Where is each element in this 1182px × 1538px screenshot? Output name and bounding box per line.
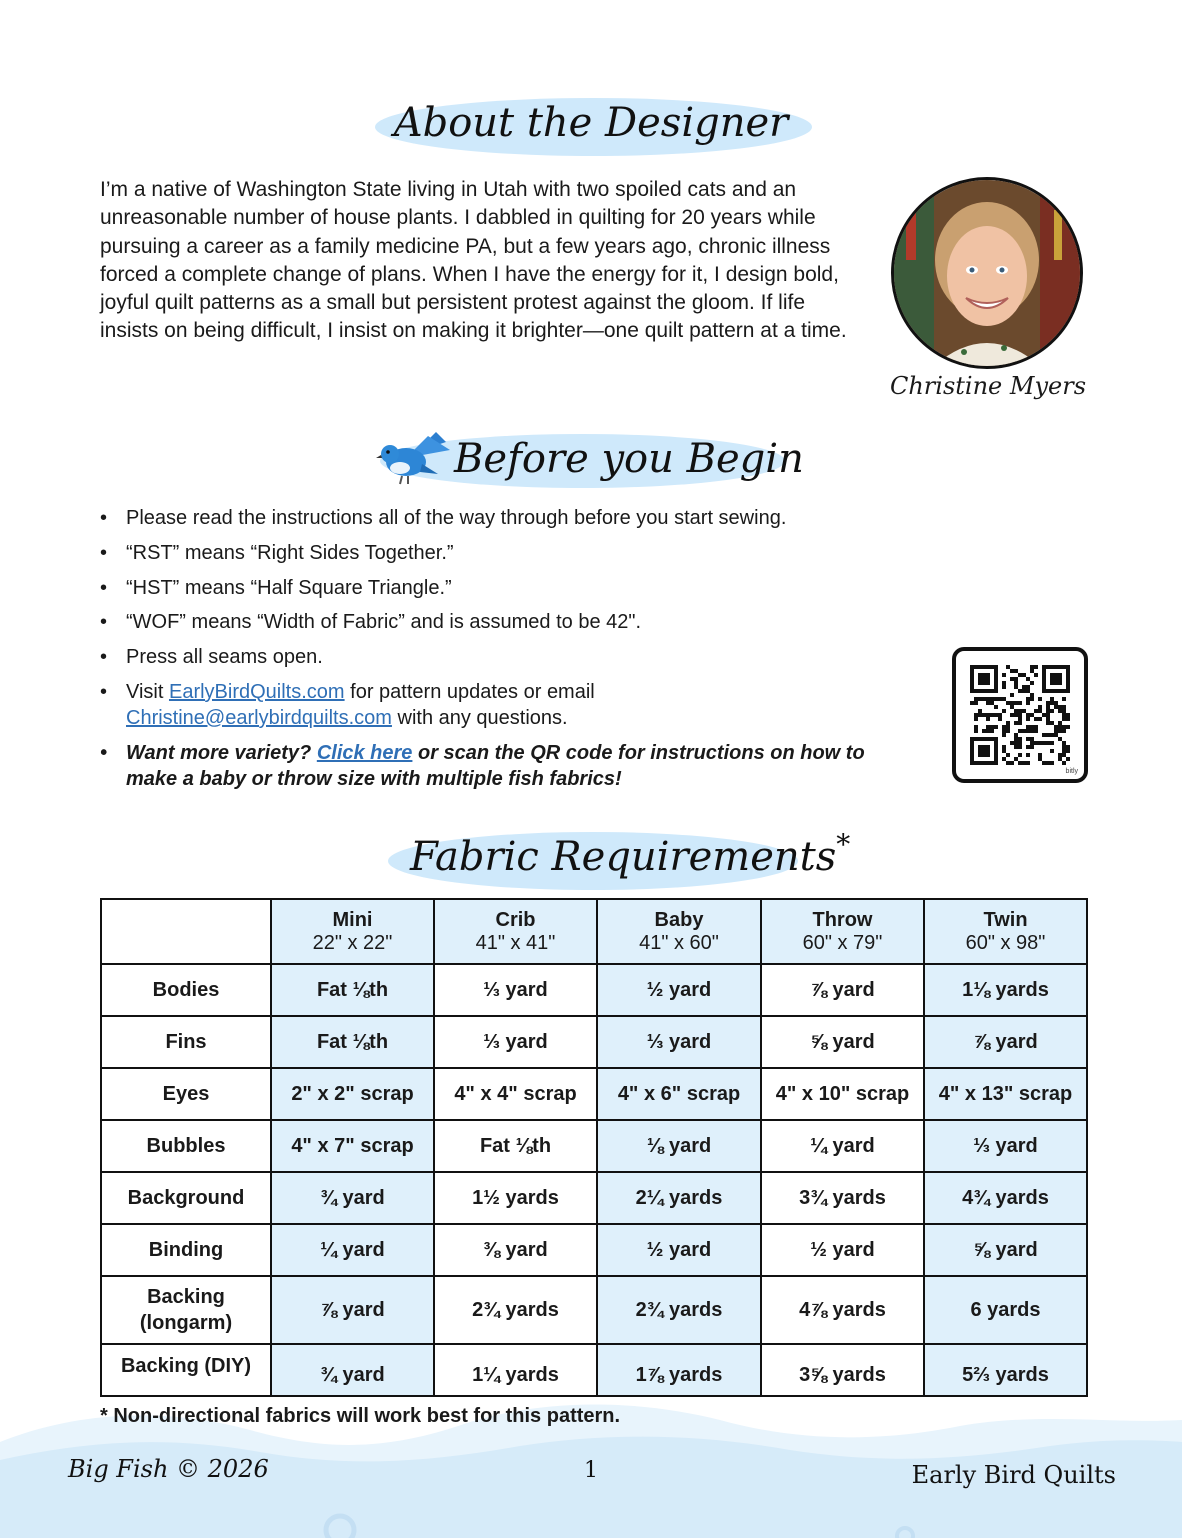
qr-module bbox=[1058, 709, 1062, 713]
qr-module bbox=[978, 709, 982, 713]
qr-module bbox=[1034, 673, 1038, 677]
qr-module bbox=[1062, 761, 1066, 765]
table-cell: ¼ yard bbox=[271, 1224, 434, 1276]
qr-module bbox=[1026, 753, 1030, 757]
qr-module bbox=[1006, 729, 1010, 733]
qr-module bbox=[1046, 701, 1050, 705]
qr-module bbox=[1030, 697, 1034, 701]
qr-module bbox=[1062, 749, 1066, 753]
list-item: • “WOF” means “Width of Fabric” and is assumed to be 42". bbox=[100, 609, 920, 635]
qr-module bbox=[1038, 697, 1042, 701]
qr-module bbox=[1038, 741, 1042, 745]
table-cell: 2" x 2" scrap bbox=[271, 1068, 434, 1120]
qr-module bbox=[1006, 753, 1010, 757]
qr-module bbox=[1054, 705, 1058, 709]
qr-module bbox=[1066, 713, 1070, 717]
qr-module bbox=[1038, 753, 1042, 757]
qr-module bbox=[1018, 713, 1022, 717]
qr-module bbox=[1018, 753, 1022, 757]
qr-module bbox=[986, 729, 990, 733]
list-item: • Visit EarlyBirdQuilts.com for pattern updates or email Christine@earlybirdquilts.com with any questions. bbox=[100, 679, 686, 731]
qr-module bbox=[994, 713, 998, 717]
row-label: Background bbox=[101, 1172, 271, 1224]
table-cell: ⅞ yard bbox=[924, 1016, 1087, 1068]
row-label: Fins bbox=[101, 1016, 271, 1068]
list-item: • “RST” means “Right Sides Together.” bbox=[100, 540, 920, 566]
qr-module bbox=[1058, 757, 1062, 761]
row-label: Eyes bbox=[101, 1068, 271, 1120]
size-header-mini bbox=[271, 899, 434, 964]
qr-module bbox=[1030, 713, 1034, 717]
qr-module bbox=[970, 701, 974, 705]
table-row bbox=[101, 1172, 1087, 1224]
size-dims: 22" x 22" bbox=[312, 931, 393, 954]
qr-module bbox=[1058, 753, 1062, 757]
qr-module bbox=[1026, 717, 1030, 721]
size-name: Baby bbox=[654, 908, 704, 931]
qr-module bbox=[1018, 689, 1022, 693]
qr-module bbox=[1014, 737, 1018, 741]
qr-module bbox=[1034, 729, 1038, 733]
qr-module bbox=[1014, 757, 1018, 761]
table-cell: ½ yard bbox=[597, 1224, 761, 1276]
qr-module bbox=[1006, 701, 1010, 705]
qr-module bbox=[1066, 725, 1070, 729]
list-item: • Please read the instructions all of the way through before you start sewing. bbox=[100, 505, 920, 531]
qr-module bbox=[1042, 761, 1046, 765]
size-name: Throw bbox=[812, 908, 873, 931]
qr-module bbox=[1030, 725, 1034, 729]
qr-label: bitly bbox=[1065, 768, 1078, 775]
size-dims: 41" x 41" bbox=[475, 931, 556, 954]
table-cell: 4" x 4" scrap bbox=[434, 1068, 597, 1120]
qr-module bbox=[1014, 713, 1018, 717]
designer-signature: Christine Myers bbox=[889, 372, 1087, 400]
about-heading: About the Designer bbox=[393, 100, 789, 146]
list-item: • Want more variety? Click here or scan the QR code for instructions on how to make a baby or throw size with multiple fish fabrics! bbox=[100, 740, 906, 792]
row-label: Bodies bbox=[101, 964, 271, 1016]
qr-module bbox=[1050, 701, 1054, 705]
qr-module bbox=[978, 713, 982, 717]
designer-photo bbox=[891, 177, 1083, 369]
size-name: Mini bbox=[332, 908, 373, 931]
qr-module bbox=[1038, 757, 1042, 761]
qr-module bbox=[1022, 673, 1026, 677]
table-row bbox=[101, 1224, 1087, 1276]
size-dims: 41" x 60" bbox=[639, 931, 719, 954]
table-cell: Fat ⅛th bbox=[271, 964, 434, 1016]
qr-module bbox=[1034, 717, 1038, 721]
qr-module bbox=[1058, 721, 1062, 725]
qr-module bbox=[1018, 729, 1022, 733]
page-number: 1 bbox=[584, 1458, 598, 1483]
qr-module bbox=[974, 697, 978, 701]
qr-module bbox=[1058, 725, 1062, 729]
qr-module bbox=[994, 705, 998, 709]
footer-title: Big Fish © 2026 bbox=[68, 1455, 269, 1483]
qr-module bbox=[1026, 725, 1030, 729]
qr-module bbox=[1026, 745, 1030, 749]
qr-module bbox=[1066, 757, 1070, 761]
qr-module bbox=[1002, 681, 1006, 685]
qr-module bbox=[990, 713, 994, 717]
table-cell: ⅜ yard bbox=[434, 1224, 597, 1276]
qr-module bbox=[986, 701, 990, 705]
qr-module bbox=[1014, 741, 1018, 745]
qr-module bbox=[1026, 677, 1030, 681]
qr-module bbox=[1034, 741, 1038, 745]
qr-module bbox=[990, 697, 994, 701]
qr-module bbox=[1018, 745, 1022, 749]
qr-module bbox=[1030, 745, 1034, 749]
table-cell: 6 yards bbox=[924, 1276, 1087, 1344]
qr-module bbox=[1030, 665, 1034, 669]
qr-module bbox=[1050, 721, 1054, 725]
qr-module bbox=[1050, 749, 1054, 753]
qr-module bbox=[1026, 689, 1030, 693]
table-row bbox=[101, 1120, 1087, 1172]
row-label: Backing (longarm) bbox=[101, 1276, 271, 1344]
qr-module bbox=[990, 701, 994, 705]
qr-module bbox=[1062, 753, 1066, 757]
table-cell: 2¾ yards bbox=[434, 1276, 597, 1344]
email-link[interactable]: Christine@earlybirdquilts.com bbox=[126, 706, 392, 729]
qr-module bbox=[1058, 737, 1062, 741]
qr-module bbox=[1062, 717, 1066, 721]
table-cell: 3⅝ yards bbox=[761, 1344, 924, 1396]
qr-module bbox=[1046, 717, 1050, 721]
table-cell: 4⅞ yards bbox=[761, 1276, 924, 1344]
qr-module bbox=[1054, 725, 1058, 729]
qr-module bbox=[986, 717, 990, 721]
qr-module bbox=[1006, 725, 1010, 729]
qr-module bbox=[978, 673, 990, 685]
table-cell: ¼ yard bbox=[761, 1120, 924, 1172]
qr-module bbox=[1014, 721, 1018, 725]
qr-module bbox=[998, 713, 1002, 717]
qr-module bbox=[1026, 761, 1030, 765]
qr-module bbox=[1038, 717, 1042, 721]
table-cell: 1½ yards bbox=[434, 1172, 597, 1224]
qr-module bbox=[1014, 677, 1018, 681]
table-row bbox=[101, 1344, 1087, 1396]
qr-module bbox=[1014, 685, 1018, 689]
qr-module bbox=[1026, 685, 1030, 689]
qr-module bbox=[1006, 761, 1010, 765]
qr-module bbox=[1014, 681, 1018, 685]
qr-module bbox=[1002, 749, 1006, 753]
qr-module bbox=[990, 729, 994, 733]
qr-module bbox=[1046, 713, 1050, 717]
qr-module bbox=[1046, 761, 1050, 765]
table-row bbox=[101, 1016, 1087, 1068]
qr-module bbox=[1062, 741, 1066, 745]
table-corner-cell bbox=[101, 899, 271, 964]
row-label: Binding bbox=[101, 1224, 271, 1276]
qr-module bbox=[1062, 709, 1066, 713]
row-label: Bubbles bbox=[101, 1120, 271, 1172]
qr-module bbox=[1010, 677, 1014, 681]
asterisk: * bbox=[836, 828, 851, 861]
qr-module bbox=[1062, 705, 1066, 709]
qr-module bbox=[1054, 701, 1058, 705]
qr-module bbox=[1018, 673, 1022, 677]
qr-module bbox=[1030, 681, 1034, 685]
fabric-note: * Non-directional fabrics will work best for this pattern. bbox=[100, 1405, 621, 1427]
size-name: Twin bbox=[983, 908, 1028, 931]
qr-module bbox=[1042, 713, 1046, 717]
qr-module bbox=[998, 697, 1002, 701]
qr-module bbox=[994, 725, 998, 729]
qr-module bbox=[1026, 701, 1030, 705]
table-cell: 4" x 6" scrap bbox=[597, 1068, 761, 1120]
qr-module bbox=[1066, 745, 1070, 749]
qr-module bbox=[990, 725, 994, 729]
qr-module bbox=[1002, 745, 1006, 749]
qr-module bbox=[1014, 669, 1018, 673]
table-cell: ⅓ yard bbox=[434, 1016, 597, 1068]
qr-module bbox=[1010, 669, 1014, 673]
qr-module bbox=[982, 729, 986, 733]
qr-module bbox=[1002, 709, 1006, 713]
qr-module bbox=[1046, 733, 1050, 737]
qr-module bbox=[1066, 749, 1070, 753]
qr-module bbox=[1030, 693, 1034, 697]
qr-module bbox=[1066, 717, 1070, 721]
table-header-row bbox=[101, 899, 1087, 964]
table-row bbox=[101, 1276, 1087, 1344]
table-cell: 2¾ yards bbox=[597, 1276, 761, 1344]
qr-module bbox=[974, 701, 978, 705]
qr-module bbox=[1022, 729, 1026, 733]
qr-module bbox=[1022, 761, 1026, 765]
qr-module bbox=[1014, 745, 1018, 749]
qr-module bbox=[1062, 745, 1066, 749]
qr-module bbox=[1010, 701, 1014, 705]
qr-module bbox=[1002, 725, 1006, 729]
table-cell: ⅓ yard bbox=[434, 964, 597, 1016]
qr-module bbox=[1034, 725, 1038, 729]
qr-module bbox=[1018, 701, 1022, 705]
qr-module bbox=[1002, 685, 1006, 689]
qr-module bbox=[1002, 757, 1006, 761]
table-cell: ⅞ yard bbox=[761, 964, 924, 1016]
qr-module bbox=[1006, 721, 1010, 725]
before-heading: Before you Begin bbox=[454, 436, 804, 482]
footer-brand: Early Bird Quilts bbox=[911, 1461, 1116, 1489]
qr-module bbox=[1050, 733, 1054, 737]
table-row bbox=[101, 1068, 1087, 1120]
qr-module bbox=[1022, 709, 1026, 713]
qr-module bbox=[1010, 705, 1014, 709]
qr-module bbox=[1002, 673, 1006, 677]
qr-module bbox=[1058, 705, 1062, 709]
qr-code[interactable] bbox=[952, 647, 1088, 783]
qr-module bbox=[1026, 729, 1030, 733]
qr-module bbox=[974, 717, 978, 721]
qr-module bbox=[1046, 705, 1050, 709]
qr-module bbox=[1062, 729, 1066, 733]
table-cell: 4" x 13" scrap bbox=[924, 1068, 1087, 1120]
qr-module bbox=[1002, 733, 1006, 737]
table-cell: ⅓ yard bbox=[924, 1120, 1087, 1172]
qr-module bbox=[1022, 685, 1026, 689]
table-cell: 1⅞ yards bbox=[597, 1344, 761, 1396]
size-name: Crib bbox=[495, 908, 536, 931]
size-dims: 60" x 79" bbox=[802, 931, 883, 954]
size-dims: 60" x 98" bbox=[965, 931, 1046, 954]
qr-module bbox=[1050, 673, 1062, 685]
qr-module bbox=[982, 713, 986, 717]
qr-module bbox=[1026, 713, 1030, 717]
table-row bbox=[101, 964, 1087, 1016]
qr-module bbox=[1014, 733, 1018, 737]
size-header-crib bbox=[434, 899, 597, 964]
qr-module bbox=[998, 717, 1002, 721]
table-cell: 4" x 10" scrap bbox=[761, 1068, 924, 1120]
table-cell: ½ yard bbox=[761, 1224, 924, 1276]
size-header-baby bbox=[597, 899, 761, 964]
qr-module bbox=[1046, 741, 1050, 745]
qr-module bbox=[1050, 697, 1054, 701]
size-header-throw bbox=[761, 899, 924, 964]
qr-module bbox=[1062, 713, 1066, 717]
designer-bio: I’m a native of Washington State living in Utah with two spoiled cats and an unreasonable number of house plants. I dabbled in quilting for 20 years while pursuing a career as a family medicine PA, but a few years ago, chronic illness forced a complete change of plans. When I have the energy for it, I design bold, joyful quilt patterns as a small but persistent protest against the gloom. If life insists on being difficult, I insist on making it brighter—one quilt pattern at a time. bbox=[100, 178, 847, 343]
table-cell: 2¼ yards bbox=[597, 1172, 761, 1224]
table-cell: ⅝ yard bbox=[761, 1016, 924, 1068]
row-label: Backing (DIY) bbox=[101, 1344, 271, 1396]
qr-module bbox=[1030, 741, 1034, 745]
table-cell: ⅛ yard bbox=[597, 1120, 761, 1172]
qr-module bbox=[1058, 729, 1062, 733]
qr-module bbox=[1002, 697, 1006, 701]
list-item: • Press all seams open. bbox=[100, 644, 920, 670]
qr-module bbox=[1018, 717, 1022, 721]
qr-module bbox=[1038, 705, 1042, 709]
qr-module bbox=[994, 697, 998, 701]
qr-module bbox=[1062, 725, 1066, 729]
size-header-twin bbox=[924, 899, 1087, 964]
table-cell: Fat ⅛th bbox=[434, 1120, 597, 1172]
qr-module bbox=[1010, 741, 1014, 745]
table-cell: ¾ yard bbox=[271, 1172, 434, 1224]
qr-module bbox=[1034, 665, 1038, 669]
qr-module bbox=[986, 697, 990, 701]
list-item: • “HST” means “Half Square Triangle.” bbox=[100, 575, 920, 601]
qr-module bbox=[1042, 741, 1046, 745]
qr-module bbox=[1034, 709, 1038, 713]
qr-module bbox=[1010, 713, 1014, 717]
qr-module bbox=[1018, 741, 1022, 745]
table-cell: ¾ yard bbox=[271, 1344, 434, 1396]
table-cell: 3¾ yards bbox=[761, 1172, 924, 1224]
fabric-heading: Fabric Requirements* bbox=[410, 828, 851, 880]
qr-module bbox=[1014, 709, 1018, 713]
qr-module bbox=[1046, 721, 1050, 725]
table-cell: Fat ⅛th bbox=[271, 1016, 434, 1068]
qr-module bbox=[1018, 721, 1022, 725]
qr-module bbox=[1042, 733, 1046, 737]
qr-module bbox=[1050, 741, 1054, 745]
qr-module bbox=[1010, 693, 1014, 697]
qr-module bbox=[978, 745, 990, 757]
table-cell: ½ yard bbox=[597, 964, 761, 1016]
qr-module bbox=[978, 697, 982, 701]
qr-module bbox=[1030, 729, 1034, 733]
website-link[interactable]: EarlyBirdQuilts.com bbox=[168, 680, 345, 703]
qr-module bbox=[1030, 669, 1034, 673]
qr-module bbox=[1026, 697, 1030, 701]
qr-module bbox=[1002, 729, 1006, 733]
qr-module bbox=[1006, 665, 1010, 669]
qr-module bbox=[974, 729, 978, 733]
qr-module bbox=[1054, 733, 1058, 737]
fabric-table bbox=[100, 898, 1088, 1397]
table-cell: 4" x 7" scrap bbox=[271, 1120, 434, 1172]
qr-module bbox=[1062, 697, 1066, 701]
qr-module bbox=[1046, 709, 1050, 713]
table-cell: ⅝ yard bbox=[924, 1224, 1087, 1276]
qr-module bbox=[1022, 689, 1026, 693]
qr-module bbox=[986, 725, 990, 729]
qr-module bbox=[986, 713, 990, 717]
qr-module bbox=[1018, 737, 1022, 741]
table-cell: 5⅔ yards bbox=[924, 1344, 1087, 1396]
qr-module bbox=[1018, 761, 1022, 765]
bluebird-icon bbox=[376, 428, 454, 488]
qr-module bbox=[1014, 701, 1018, 705]
table-cell: ⅓ yard bbox=[597, 1016, 761, 1068]
qr-module bbox=[1026, 737, 1030, 741]
qr-module bbox=[1018, 709, 1022, 713]
qr-module bbox=[1054, 729, 1058, 733]
qr-module bbox=[974, 725, 978, 729]
qr-module bbox=[1050, 709, 1054, 713]
qr-module bbox=[1050, 761, 1054, 765]
table-cell: ⅞ yard bbox=[271, 1276, 434, 1344]
click-here-link[interactable]: Click here bbox=[316, 741, 413, 764]
before-list bbox=[100, 505, 920, 801]
qr-module bbox=[1010, 761, 1014, 765]
table-cell: 4¾ yards bbox=[924, 1172, 1087, 1224]
qr-module bbox=[1038, 709, 1042, 713]
table-cell: 1⅛ yards bbox=[924, 964, 1087, 1016]
table-cell: 1¼ yards bbox=[434, 1344, 597, 1396]
qr-module bbox=[974, 713, 978, 717]
qr-module bbox=[982, 697, 986, 701]
qr-module bbox=[1030, 737, 1034, 741]
